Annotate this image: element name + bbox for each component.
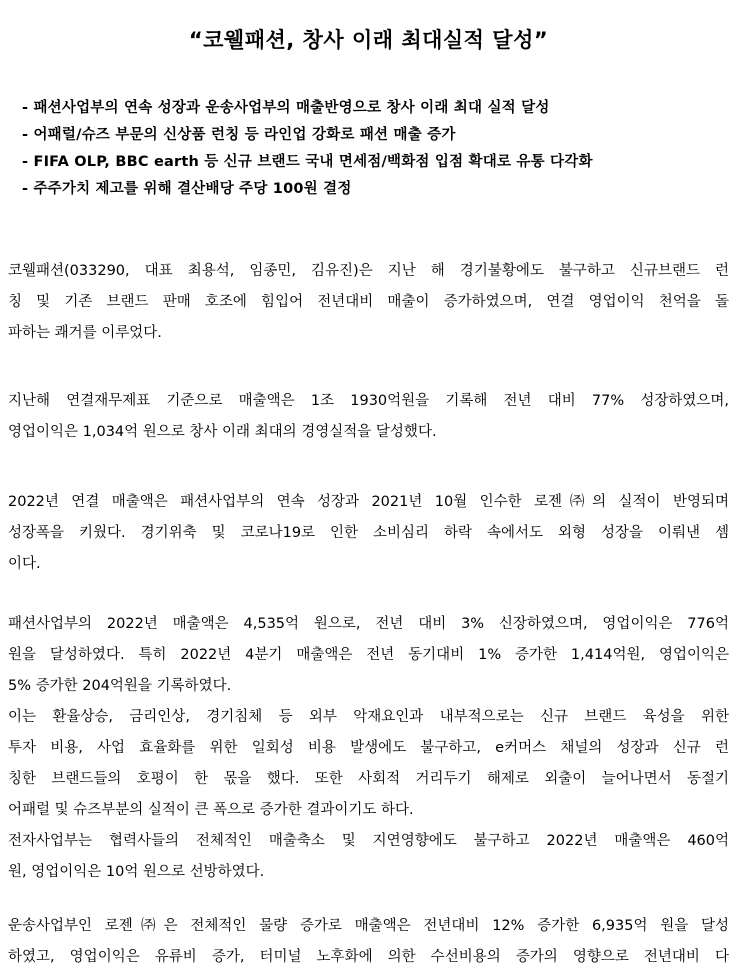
paragraph-line: 칭 및 기존 브랜드 판매 호조에 힘입어 전년대비 매출이 증가하였으며, 연결 영업이익 천억을 돌 xyxy=(8,294,729,310)
paragraph-line: 코웰패션(033290, 대표 최용석, 임종민, 김유진)은 지난 해 경기불황에도 불구하고 신규브랜드 런 xyxy=(8,263,729,279)
paragraph-line: 원, 영업이익은 10억 원으로 선방하였다. xyxy=(8,864,265,880)
paragraph-line: 원을 달성하였다. 특히 2022년 4분기 매출액은 전년 동기대비 1% 증가한 1,414억원, 영업이익은 xyxy=(8,647,729,663)
paragraph-line: 전자사업부는 협력사들의 전체적인 매출축소 및 지연영향에도 불구하고 2022년 매출액은 460억 xyxy=(8,833,729,849)
highlight-item: - 주주가치 제고를 위해 결산배당 주당 100원 결정 xyxy=(22,181,352,197)
page-title: “코웰패션, 창사 이래 최대실적 달성” xyxy=(188,28,549,52)
paragraph-overview xyxy=(8,256,729,349)
paragraph-electronics-division xyxy=(8,826,729,888)
highlights-list xyxy=(22,95,593,203)
highlight-item: - 패션사업부의 연속 성장과 운송사업부의 매출반영으로 창사 이래 최대 실적 달성 xyxy=(22,100,550,116)
paragraph-line: 5% 증가한 204억원을 기록하였다. xyxy=(8,678,232,694)
paragraph-line: 운송사업부인 로젠㈜은 전체적인 물량 증가로 매출액은 전년대비 12% 증가한 6,935억 원을 달성 xyxy=(8,918,729,934)
paragraph-2022-revenue xyxy=(8,487,729,580)
paragraph-line: 2022년 연결 매출액은 패션사업부의 연속 성장과 2021년 10월 인수한 로젠㈜의 실적이 반영되며 xyxy=(8,494,729,510)
paragraph-line: 지난해 연결재무제표 기준으로 매출액은 1조 1930억원을 기록해 전년 대비 77% 성장하였으며, xyxy=(8,393,729,409)
paragraph-line: 투자 비용, 사업 효율화를 위한 일회성 비용 발생에도 불구하고, e커머스 채널의 성장과 신규 런 xyxy=(8,740,729,756)
paragraph-line: 파하는 쾌거를 이루었다. xyxy=(8,325,162,341)
paragraph-fashion-division xyxy=(8,609,729,826)
paragraph-line: 패션사업부의 2022년 매출액은 4,535억 원으로, 전년 대비 3% 신장하였으며, 영업이익은 776억 xyxy=(8,616,729,632)
paragraph-line: 칭한 브랜드들의 호평이 한 몫을 했다. 또한 사회적 거리두기 해제로 외출이 늘어나면서 동절기 xyxy=(8,771,729,787)
highlight-item: - 어패럴/슈즈 부문의 신상품 런칭 등 라인업 강화로 패션 매출 증가 xyxy=(22,127,456,143)
paragraph-logistics-division xyxy=(8,911,729,973)
highlight-item: - FIFA OLP, BBC earth 등 신규 브랜드 국내 면세점/백화점 입점 확대로 유통 다각화 xyxy=(22,154,593,170)
paragraph-line: 영업이익은 1,034억 원으로 창사 이래 최대의 경영실적을 달성했다. xyxy=(8,424,437,440)
paragraph-line: 성장폭을 키웠다. 경기위축 및 코로나19로 인한 소비심리 하락 속에서도 외형 성장을 이뤄낸 셈 xyxy=(8,525,729,541)
paragraph-line: 어패럴 및 슈즈부분의 실적이 큰 폭으로 증가한 결과이기도 하다. xyxy=(8,802,414,818)
paragraph-line: 이다. xyxy=(8,556,41,572)
paragraph-consolidated-results xyxy=(8,386,729,448)
paragraph-line: 이는 환율상승, 금리인상, 경기침체 등 외부 악재요인과 내부적으로는 신규 브랜드 육성을 위한 xyxy=(8,709,729,725)
paragraph-line: 하였고, 영업이익은 유류비 증가, 터미널 노후화에 의한 수선비용의 증가의 영향으로 전년대비 다 xyxy=(8,949,729,965)
